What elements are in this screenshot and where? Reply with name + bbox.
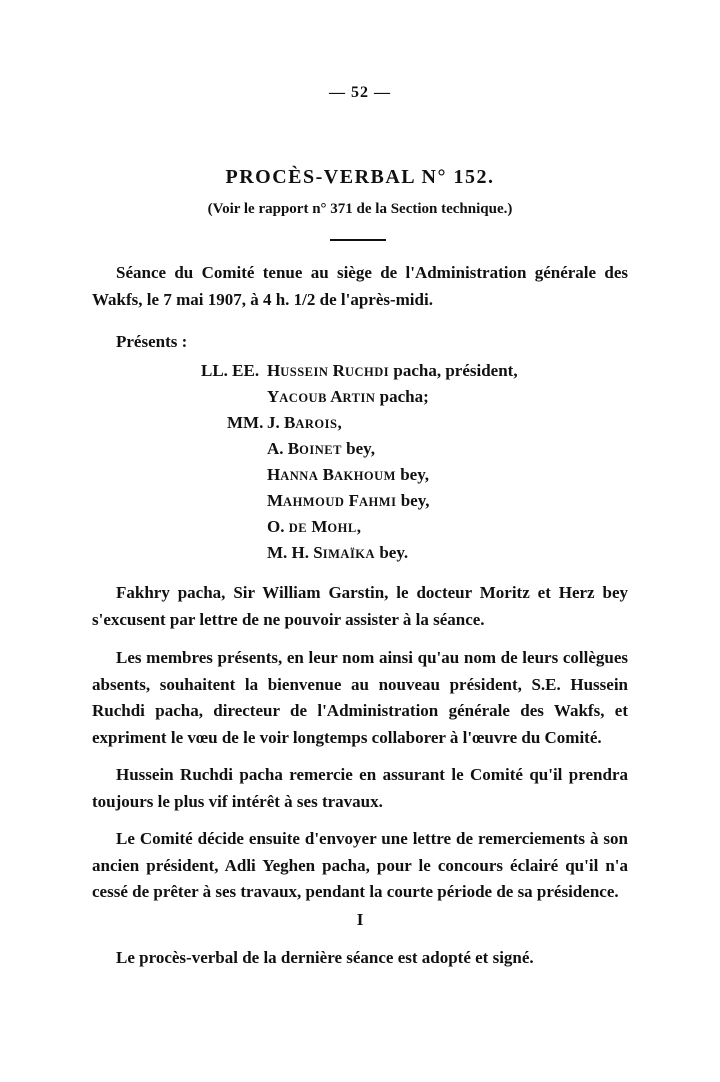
paragraph-excuses: Fakhry pacha, Sir William Garstin, le docteur Moritz et Herz bey s'excusent par lettre de ne pouvoir assister à la séance. <box>92 583 628 629</box>
intro-line-1: Séance du Comité tenue au siège de l'Administration générale des Wakfs, <box>92 263 628 309</box>
section-numeral: I <box>356 910 364 929</box>
intro-line-2: le 7 mai 1907, à 4 h. 1/2 de l'après-midi. <box>146 289 433 309</box>
member-entry: J. BAROIS, <box>267 413 342 432</box>
member-entry: YACOUB ARTIN pacha; <box>267 387 429 406</box>
member-entry: O. DE MOHL, <box>267 517 361 536</box>
section-text: Le procès-verbal de la dernière séance est adopté et signé. <box>116 948 534 967</box>
paragraph-letter: Le Comité décide ensuite d'envoyer une lettre de remerciements à son ancien président, Adli Yeghen pacha, pour le concours éclairé qu'il n'a cessé de prêter à ses travaux, pendant la courte période de sa présidence. <box>92 829 628 901</box>
member-entry: HUSSEIN RUCHDI pacha, président, <box>267 361 518 380</box>
group-title-messieurs: MM. <box>227 413 264 432</box>
member-entry: A. BOINET bey, <box>267 439 375 458</box>
title-divider <box>330 239 386 241</box>
presents-label: Présents : <box>116 332 188 351</box>
group-title-excellencies: LL. EE. <box>201 361 260 380</box>
intro-paragraph <box>92 260 628 313</box>
page-subtitle: (Voir le rapport n° 371 de la Section technique.) <box>207 201 513 217</box>
page-title: PROCÈS-VERBAL N° 152. <box>225 166 495 188</box>
paragraph-thanks: Hussein Ruchdi pacha remercie en assurant le Comité qu'il prendra toujours le plus vif intérêt à ses travaux. <box>92 765 628 811</box>
paragraph-welcome: Les membres présents, en leur nom ainsi qu'au nom de leurs collègues absents, souhaitent la bienvenue au nouveau président, S.E. Hussein Ruchdi pacha, directeur de l'Administration générale des Wakfs, et expriment le vœu de le voir longtemps collaborer à l'œuvre du Comité. <box>92 648 628 747</box>
page-number: — 52 — <box>329 84 391 101</box>
member-entry: HANNA BAKHOUM bey, <box>267 465 430 484</box>
member-entry: M. H. SIMAÏKA bey. <box>267 543 409 562</box>
member-entry: MAHMOUD FAHMI bey, <box>267 491 430 510</box>
